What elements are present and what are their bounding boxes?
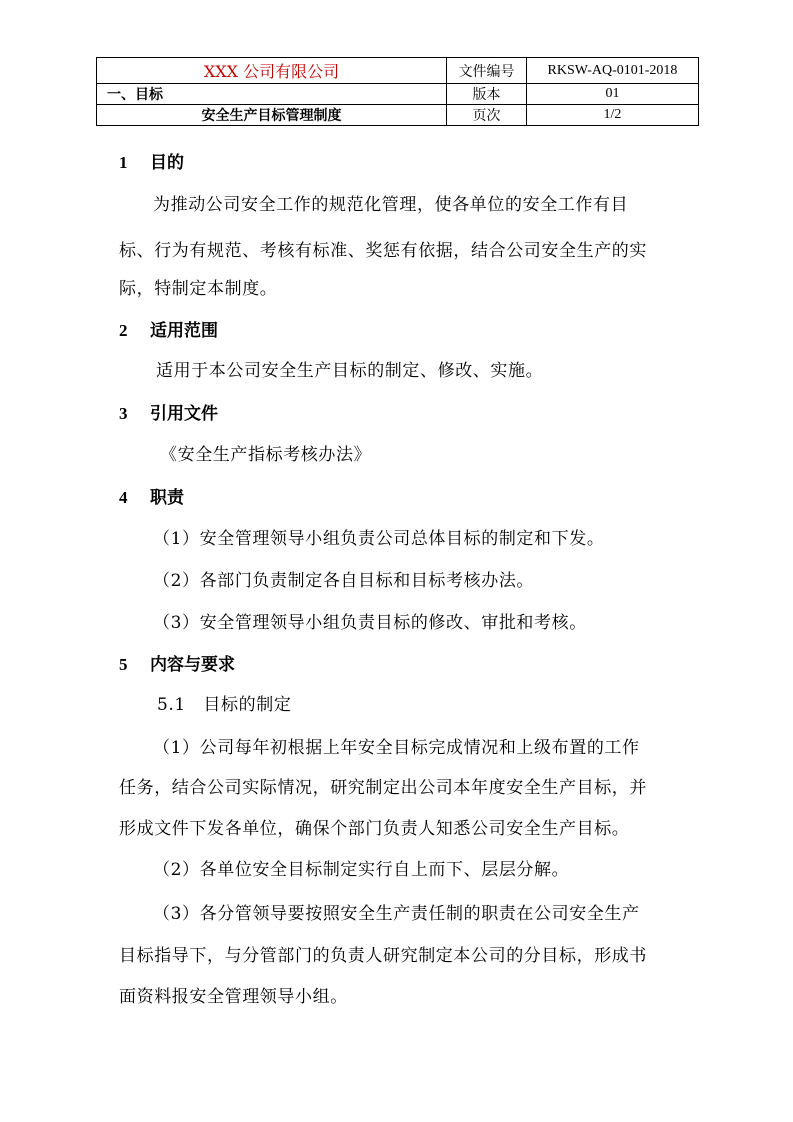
doc-number-value: RKSW-AQ-0101-2018 <box>527 58 699 84</box>
paragraph-line: 为推动公司安全工作的规范化管理，使各单位的安全工作有目 <box>153 195 629 215</box>
section-title: 引用文件 <box>150 404 218 424</box>
company-name: XXX 公司有限公司 <box>97 58 447 84</box>
paragraph-line: （3）安全管理领导小组负责目标的修改、审批和考核。 <box>153 613 587 633</box>
section-number: 2 <box>119 321 128 340</box>
paragraph-line: （1）公司每年初根据上年安全目标完成情况和上级布置的工作 <box>153 738 640 758</box>
paragraph-line: （2）各单位安全目标制定实行自上而下、层层分解。 <box>153 860 570 880</box>
paragraph-line: 际，特制定本制度。 <box>119 279 278 299</box>
section-heading <box>119 316 218 341</box>
doc-number-label: 文件编号 <box>447 58 527 84</box>
paragraph-line: 适用于本公司安全生产目标的制定、修改、实施。 <box>156 361 544 381</box>
paragraph-line: 目标指导下，与分管部门的负责人研究制定本公司的分目标，形成书 <box>119 946 647 966</box>
paragraph-line: 标、行为有规范、考核有标准、奖惩有依据，结合公司安全生产的实 <box>119 241 647 261</box>
section-name: 一、目标 <box>97 84 447 105</box>
subsection-heading: 5.1 目标的制定 <box>157 695 292 715</box>
page-label: 页次 <box>447 105 527 126</box>
paragraph-line: 《安全生产指标考核办法》 <box>160 445 372 465</box>
section-heading <box>119 399 218 424</box>
section-number: 1 <box>119 153 128 172</box>
page-number: 1/2 <box>527 105 699 126</box>
paragraph-line: （3）各分管领导要按照安全生产责任制的职责在公司安全生产 <box>153 904 640 924</box>
document-title: 安全生产目标管理制度 <box>97 105 447 126</box>
section-heading <box>119 483 184 508</box>
section-title: 适用范围 <box>150 321 218 341</box>
section-heading <box>119 650 235 675</box>
section-number: 5 <box>119 655 128 674</box>
section-number: 4 <box>119 488 128 507</box>
section-heading <box>119 148 184 173</box>
version-label: 版本 <box>447 84 527 105</box>
paragraph-line: （2）各部门负责制定各自目标和目标考核办法。 <box>153 571 535 591</box>
section-title: 内容与要求 <box>150 655 235 675</box>
paragraph-line: （1）安全管理领导小组负责公司总体目标的制定和下发。 <box>153 529 605 549</box>
document-header-table <box>96 57 699 126</box>
section-number: 3 <box>119 404 128 423</box>
paragraph-line: 任务，结合公司实际情况，研究制定出公司本年度安全生产目标，并 <box>119 778 647 798</box>
paragraph-line: 形成文件下发各单位，确保个部门负责人知悉公司安全生产目标。 <box>119 819 630 839</box>
section-title: 职责 <box>150 488 184 508</box>
section-title: 目的 <box>150 153 184 173</box>
paragraph-line: 面资料报安全管理领导小组。 <box>119 987 348 1007</box>
version-value: 01 <box>527 84 699 105</box>
